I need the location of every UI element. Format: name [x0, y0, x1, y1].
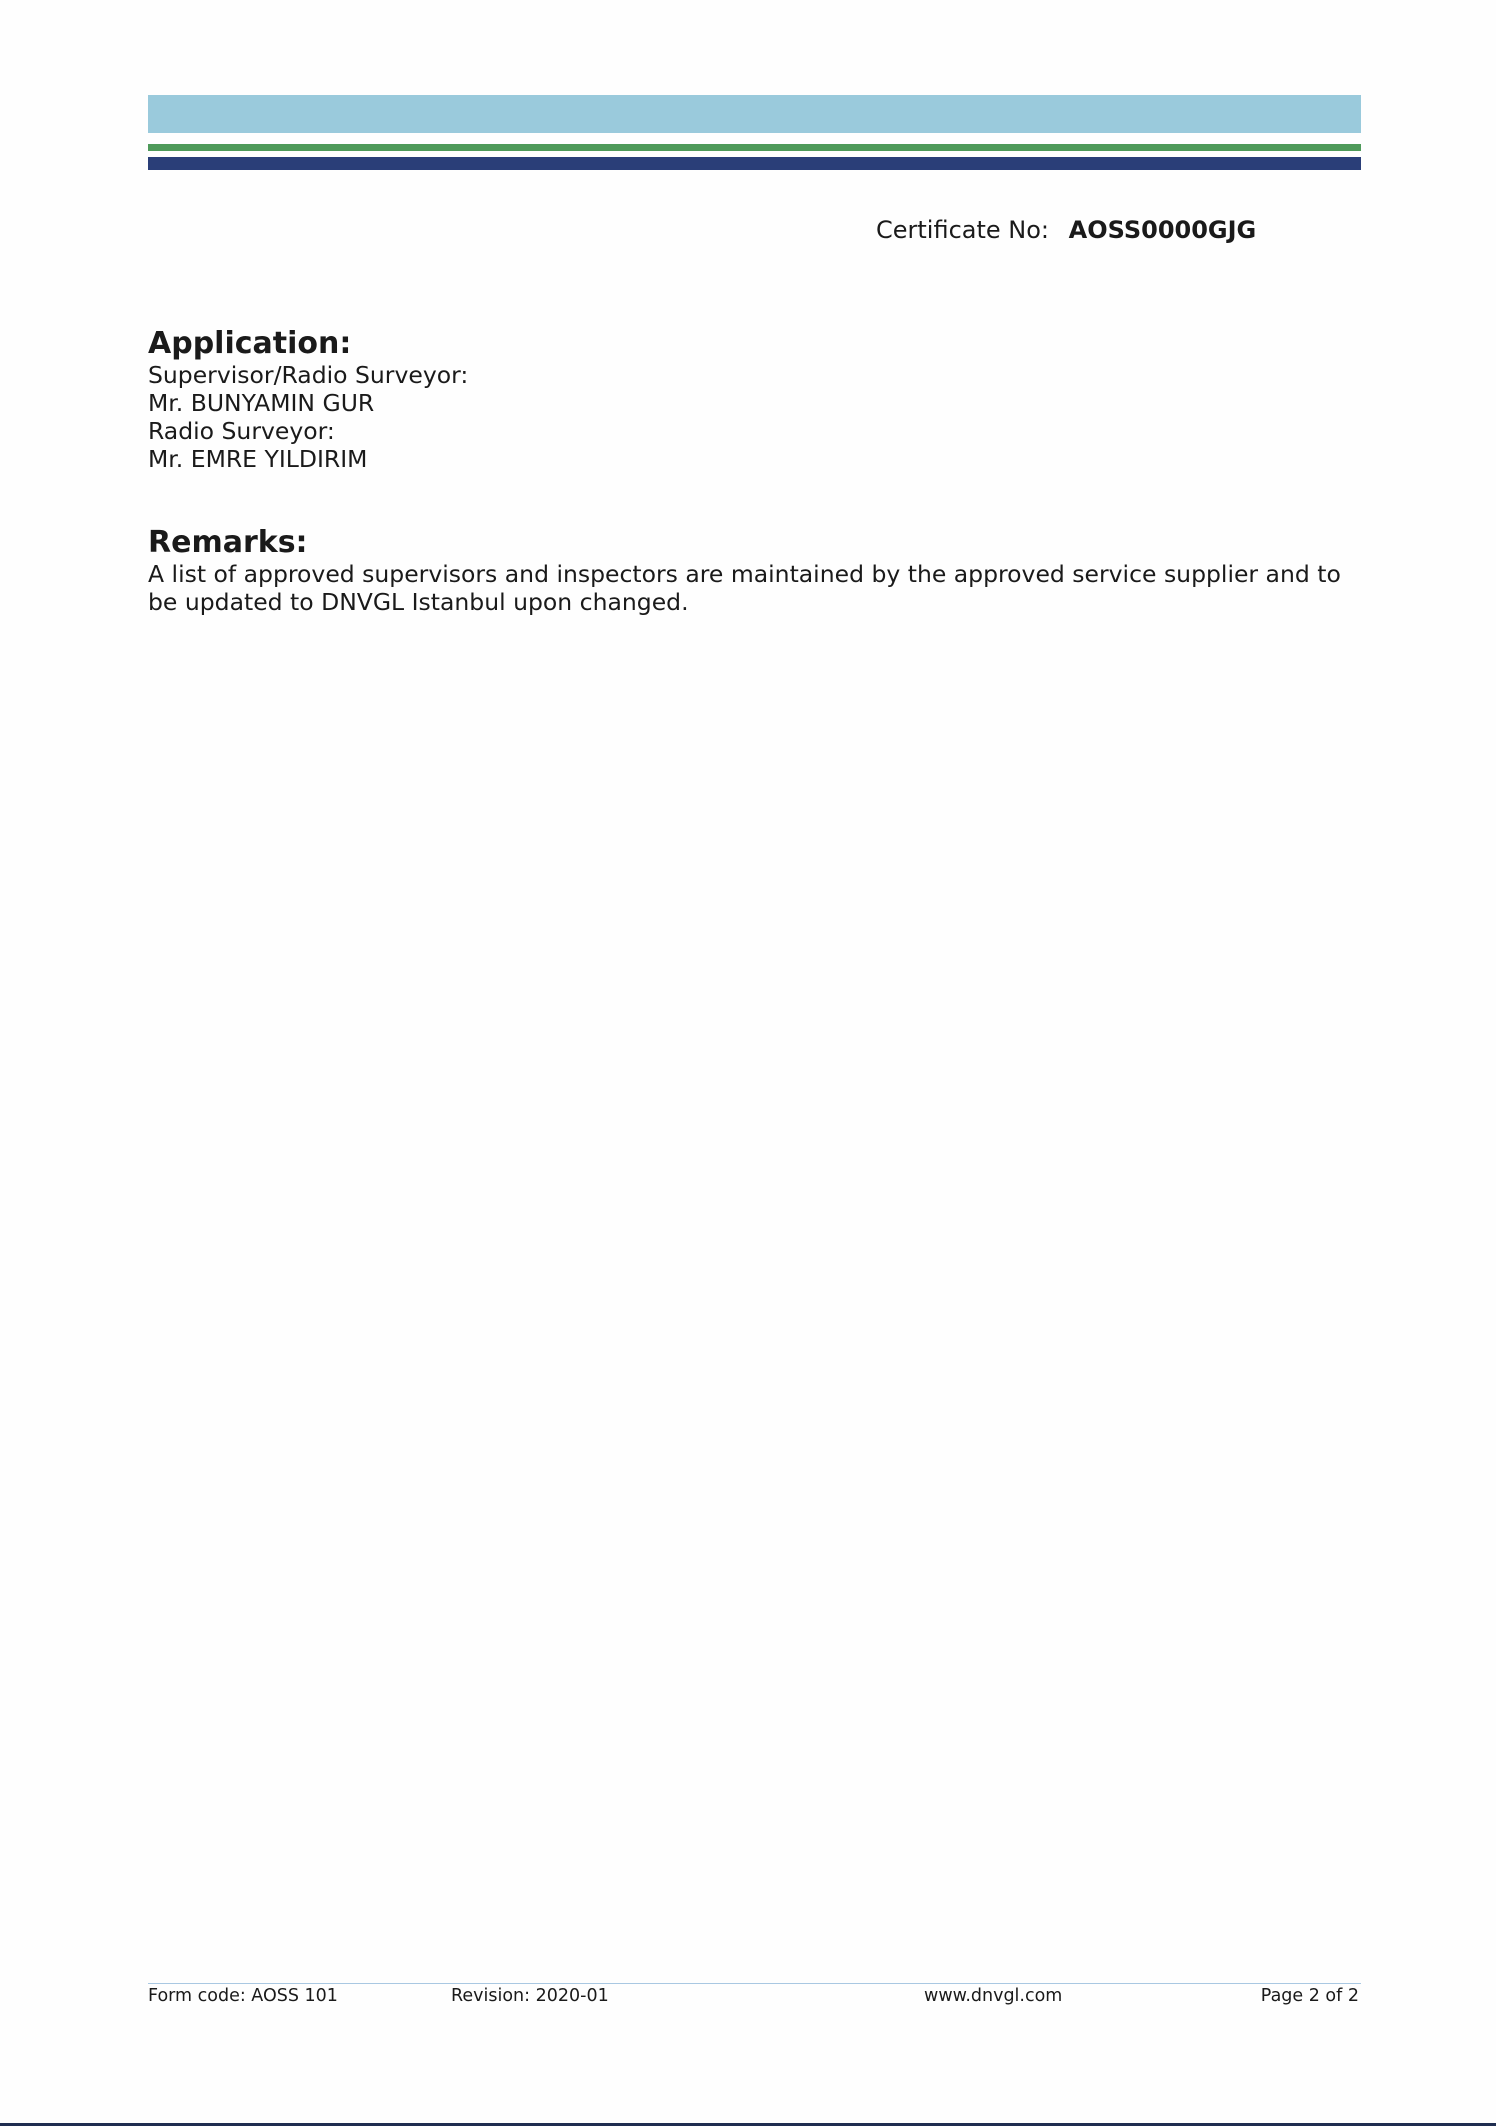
application-section: [148, 327, 1361, 473]
footer-page-number: Page 2 of 2: [1260, 1986, 1359, 2006]
certificate-number-row: [876, 214, 1256, 246]
application-body: [148, 361, 1361, 473]
remarks-text: A list of approved supervisors and inspectors are maintained by the approved service supplier and to be updated to DNVGL Istanbul upon changed.: [148, 560, 1341, 616]
footer-revision: Revision: 2020-01: [451, 1986, 609, 2006]
application-title: Application:: [148, 326, 352, 361]
footer-website: www.dnvgl.com: [924, 1986, 1063, 2006]
header-band-light-blue: [148, 95, 1361, 133]
certificate-label: Certificate No:: [876, 216, 1050, 244]
footer-divider: [148, 1983, 1361, 1984]
header-band-navy: [148, 157, 1361, 170]
application-line: Mr. EMRE YILDIRIM: [148, 445, 368, 473]
header-band-green: [148, 144, 1361, 151]
remarks-title: Remarks:: [148, 525, 308, 560]
remarks-section: [148, 526, 1361, 616]
application-line: Mr. BUNYAMIN GUR: [148, 389, 375, 417]
certificate-number: AOSS0000GJG: [1068, 216, 1257, 244]
application-line: Supervisor/Radio Surveyor:: [148, 361, 469, 389]
application-line: Radio Surveyor:: [148, 417, 335, 445]
footer-form-code: Form code: AOSS 101: [148, 1986, 338, 2006]
